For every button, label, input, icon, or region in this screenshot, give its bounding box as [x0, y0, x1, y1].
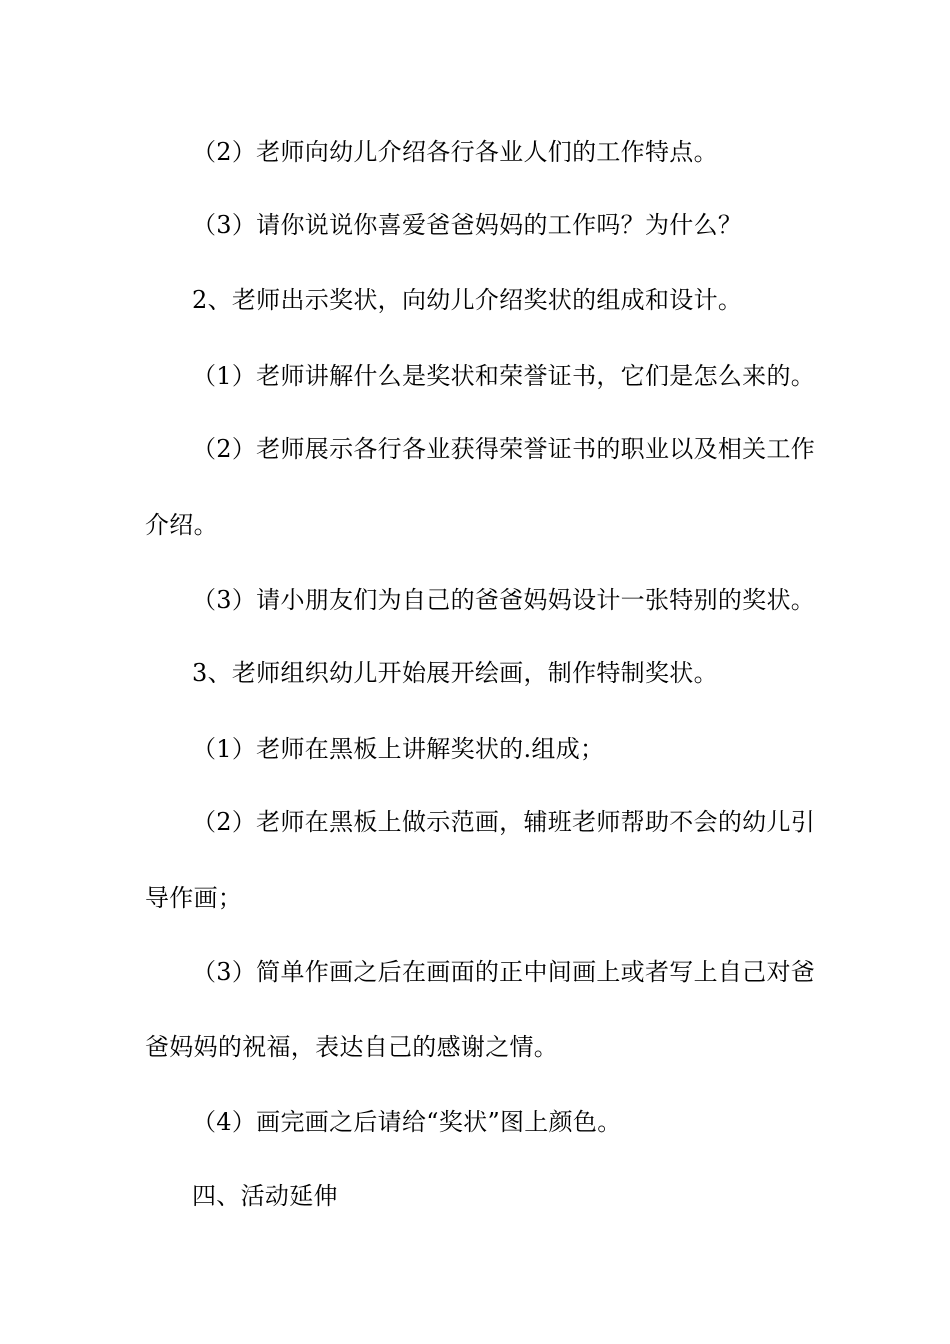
paragraph-line: （3）请小朋友们为自己的爸爸妈妈设计一张特别的奖状。 — [192, 586, 816, 614]
paragraph-line: （3）请你说说你喜爱爸爸妈妈的工作吗？为什么？ — [192, 211, 743, 239]
paragraph-line: 2、老师出示奖状，向幼儿介绍奖状的组成和设计。 — [192, 286, 743, 314]
paragraph-line: （2）老师在黑板上做示范画，辅班老师帮助不会的幼儿引 — [192, 808, 816, 836]
section-heading: 四、活动延伸 — [192, 1182, 338, 1210]
paragraph-line: （2）老师展示各行各业获得荣誉证书的职业以及相关工作 — [192, 435, 816, 463]
paragraph-line: 导作画； — [145, 884, 243, 912]
paragraph-line: 介绍。 — [145, 511, 218, 539]
paragraph-line: 爸妈妈的祝福，表达自己的感谢之情。 — [145, 1033, 559, 1061]
paragraph-line: （1）老师在黑板上讲解奖状的.组成； — [192, 735, 605, 763]
paragraph-line: （2）老师向幼儿介绍各行各业人们的工作特点。 — [192, 138, 718, 166]
paragraph-line: （4）画完画之后请给“奖状”图上颜色。 — [192, 1108, 622, 1136]
paragraph-line: （1）老师讲解什么是奖状和荣誉证书，它们是怎么来的。 — [192, 362, 816, 390]
paragraph-line: 3、老师组织幼儿开始展开绘画，制作特制奖状。 — [192, 659, 718, 687]
paragraph-line: （3）简单作画之后在画面的正中间画上或者写上自己对爸 — [192, 958, 816, 986]
